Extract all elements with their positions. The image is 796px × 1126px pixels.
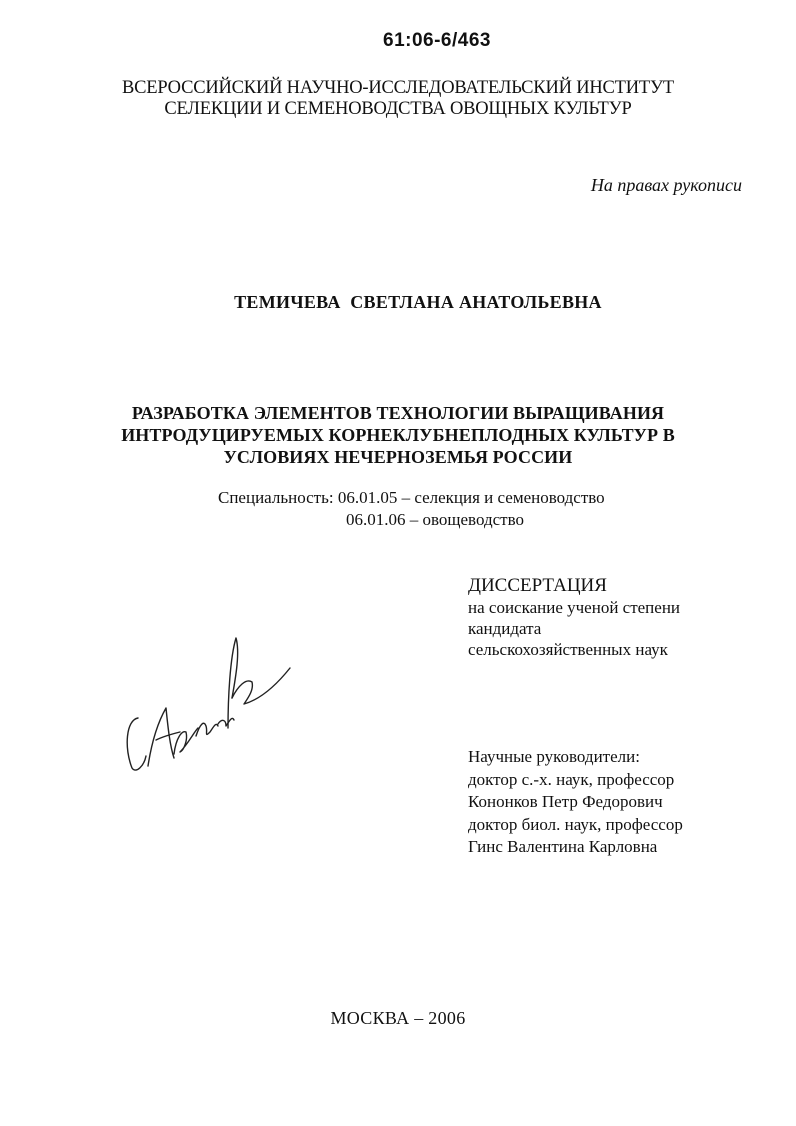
catalog-code: 61:06-6/463	[383, 30, 491, 51]
handwritten-signature	[118, 628, 304, 778]
dissertation-block	[468, 575, 680, 660]
title-line-1: РАЗРАБОТКА ЭЛЕМЕНТОВ ТЕХНОЛОГИИ ВЫРАЩИВАНИЯ	[131, 403, 665, 423]
dissertation-line-3: сельскохозяйственных наук	[468, 640, 668, 659]
title-line-3: УСЛОВИЯХ НЕЧЕРНОЗЕМЬЯ РОССИИ	[223, 447, 573, 467]
specialty-line-1: Специальность: 06.01.05 – селекция и семеноводство	[218, 488, 605, 507]
author-name: ТЕМИЧЕВА СВЕТЛАНА АНАТОЛЬЕВНА	[234, 292, 602, 312]
dissertation-line-2: кандидата	[468, 619, 542, 638]
supervisor-line: Кононков Петр Федорович	[468, 792, 663, 811]
dissertation-line-1: на соискание ученой степени	[468, 598, 681, 617]
dissertation-heading: ДИССЕРТАЦИЯ	[468, 575, 607, 596]
specialty-line-2: 06.01.06 – овощеводство	[346, 510, 525, 529]
supervisor-line: Гинс Валентина Карловна	[468, 837, 658, 856]
institute-line-1: ВСЕРОССИЙСКИЙ НАУЧНО-ИССЛЕДОВАТЕЛЬСКИЙ ИНСТИТУТ	[121, 78, 675, 98]
manuscript-rights-note: На правах рукописи	[590, 175, 742, 195]
supervisor-line: доктор биол. наук, профессор	[468, 814, 683, 834]
city-year: МОСКВА – 2006	[330, 1008, 466, 1028]
supervisors-block	[468, 746, 683, 859]
supervisors-heading: Научные руководители:	[468, 747, 640, 766]
institute-line-2: СЕЛЕКЦИИ И СЕМЕНОВОДСТВА ОВОЩНЫХ КУЛЬТУР	[164, 99, 632, 119]
title-line-2: ИНТРОДУЦИРУЕМЫХ КОРНЕКЛУБНЕПЛОДНЫХ КУЛЬТУР В	[121, 425, 675, 445]
institute-name	[60, 78, 736, 120]
supervisor-line: доктор с.-х. наук, профессор	[468, 769, 675, 789]
dissertation-title	[60, 402, 736, 468]
